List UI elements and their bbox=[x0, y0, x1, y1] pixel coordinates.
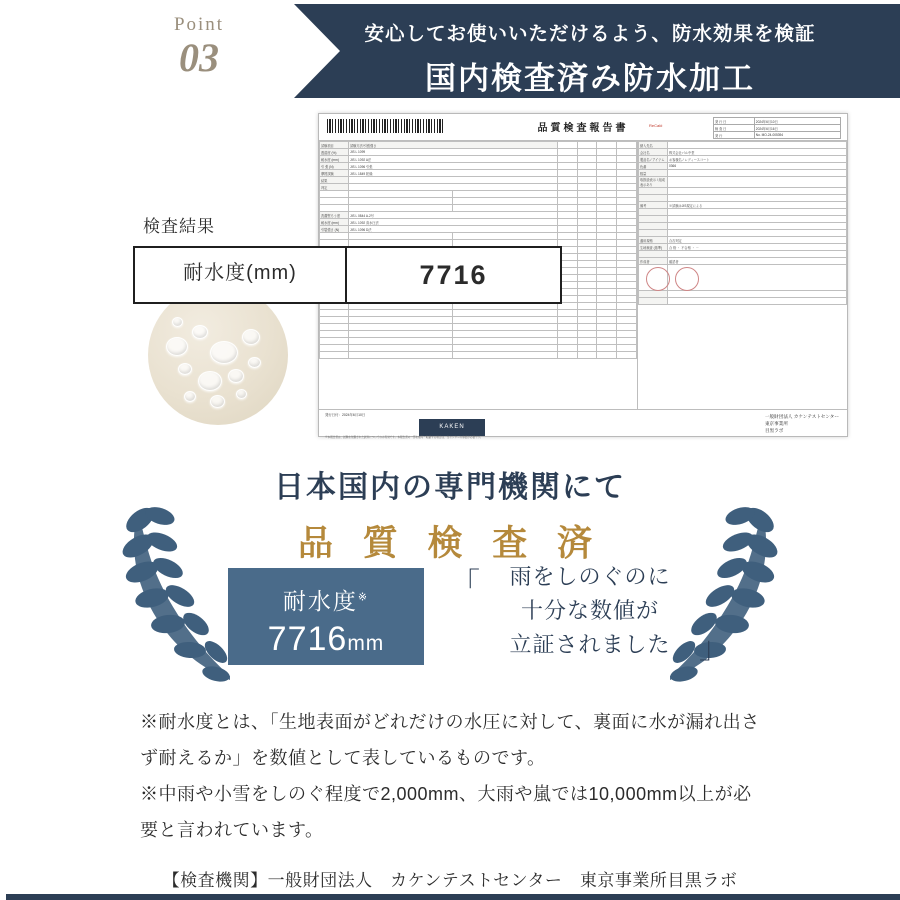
row-cell bbox=[617, 275, 637, 282]
value-box-note-mark: ※ bbox=[357, 591, 370, 604]
water-drop bbox=[210, 341, 238, 364]
quote-close-mark: 」 bbox=[699, 632, 730, 665]
row-cell bbox=[349, 324, 453, 331]
table-header-cell bbox=[558, 142, 578, 149]
row-cell bbox=[558, 310, 578, 317]
water-drop bbox=[166, 337, 188, 356]
row-cell bbox=[577, 198, 597, 205]
row-cell bbox=[617, 303, 637, 310]
seal-header: 作成者 bbox=[639, 258, 668, 265]
footer-date: 発行日付：2024年6月10日 bbox=[325, 413, 366, 417]
point-word: Point bbox=[173, 14, 225, 35]
row-method: JIS L 1092 高水圧法 bbox=[349, 219, 558, 226]
row-cell bbox=[558, 149, 578, 156]
seal-header: 確認者 bbox=[668, 258, 847, 265]
footnote-2: ※中雨や小雪をしのぐ程度で2,000mm、大雨や嵐では10,000mm以上が必要と言われています。 bbox=[140, 784, 752, 840]
row-method: JIS L 1096 D法 bbox=[349, 226, 558, 233]
lab-line-2: 東京事業所 bbox=[764, 421, 788, 426]
water-drop bbox=[248, 357, 261, 368]
row-cell bbox=[577, 352, 597, 359]
row-cell bbox=[577, 205, 597, 212]
water-drop bbox=[228, 369, 244, 383]
header-text-group bbox=[294, 4, 886, 98]
water-drop bbox=[178, 363, 192, 375]
row-cell bbox=[453, 324, 558, 331]
row-cell bbox=[558, 226, 578, 233]
row-label: 摩擦試験 bbox=[320, 170, 349, 177]
row-cell bbox=[597, 212, 617, 219]
row-cell bbox=[349, 310, 453, 317]
row-cell bbox=[320, 205, 349, 212]
row-cell bbox=[577, 191, 597, 198]
row-cell bbox=[453, 233, 558, 240]
row-cell bbox=[597, 268, 617, 275]
info-label bbox=[639, 209, 668, 216]
row-cell bbox=[597, 184, 617, 191]
row-cell bbox=[320, 198, 349, 205]
row-cell bbox=[617, 226, 637, 233]
row-cell bbox=[453, 198, 558, 205]
info-label: 納入先名 bbox=[639, 142, 668, 149]
row-cell bbox=[577, 240, 597, 247]
row-cell bbox=[577, 324, 597, 331]
row-cell bbox=[617, 282, 637, 289]
info-label: 会社名 bbox=[639, 149, 668, 156]
row-cell bbox=[558, 324, 578, 331]
row-cell bbox=[558, 219, 578, 226]
quote-line-1: 雨をしのぐのに bbox=[509, 564, 671, 589]
row-cell bbox=[617, 289, 637, 296]
row-cell bbox=[597, 163, 617, 170]
row-method: JIS L 1849 乾燥 bbox=[349, 170, 558, 177]
row-cell bbox=[453, 310, 558, 317]
row-cell bbox=[349, 317, 453, 324]
table-header-cell: 試験項目 bbox=[320, 142, 349, 149]
row-cell bbox=[597, 198, 617, 205]
row-cell bbox=[617, 331, 637, 338]
meta-label: 発 行 日 bbox=[714, 118, 755, 125]
row-cell bbox=[577, 331, 597, 338]
row-cell bbox=[577, 233, 597, 240]
lab-address-block bbox=[765, 413, 839, 434]
row-cell bbox=[577, 254, 597, 261]
quote-block bbox=[440, 560, 740, 665]
row-cell bbox=[617, 345, 637, 352]
row-cell bbox=[617, 268, 637, 275]
row-cell bbox=[597, 156, 617, 163]
row-cell bbox=[617, 177, 637, 184]
row-label: 引 張 (N) bbox=[320, 163, 349, 170]
row-cell bbox=[349, 191, 453, 198]
info-value bbox=[668, 177, 847, 188]
row-label: 耐水度 (mm) bbox=[320, 156, 349, 163]
row-cell bbox=[577, 226, 597, 233]
lab-line-1: 一般財団法人 カケンテストセンター bbox=[764, 414, 839, 419]
header-banner bbox=[104, 4, 900, 98]
info-label bbox=[639, 251, 668, 258]
row-label: 耐水度 (mm) bbox=[320, 219, 349, 226]
meta-value: No. MO-24-005394 bbox=[754, 132, 840, 139]
certificate-title: 品質検査報告書 bbox=[537, 123, 629, 134]
row-cell bbox=[597, 191, 617, 198]
row-cell bbox=[597, 310, 617, 317]
info-label: 数量 bbox=[639, 170, 668, 177]
table-header-cell bbox=[617, 142, 637, 149]
left-margin-strip bbox=[0, 0, 6, 900]
info-label bbox=[639, 188, 668, 195]
row-cell bbox=[577, 212, 597, 219]
certificate-red-note: ReCal# bbox=[649, 123, 663, 128]
row-cell bbox=[577, 156, 597, 163]
row-cell bbox=[597, 345, 617, 352]
row-cell bbox=[453, 352, 558, 359]
row-cell bbox=[617, 352, 637, 359]
row-cell bbox=[558, 345, 578, 352]
row-cell bbox=[577, 184, 597, 191]
info-value: 株式会社パル中堂 bbox=[668, 149, 847, 156]
row-cell bbox=[577, 261, 597, 268]
row-method: JIS L 0844 A-2号 bbox=[349, 212, 558, 219]
row-cell bbox=[597, 226, 617, 233]
row-cell bbox=[558, 338, 578, 345]
footnotes bbox=[140, 704, 770, 848]
row-cell bbox=[349, 233, 453, 240]
row-cell bbox=[617, 156, 637, 163]
info-value bbox=[668, 223, 847, 230]
row-label: 透湿度 (%) bbox=[320, 149, 349, 156]
row-cell bbox=[349, 352, 453, 359]
info-value bbox=[668, 209, 847, 216]
value-box-unit: mm bbox=[347, 632, 385, 655]
row-cell bbox=[617, 254, 637, 261]
water-drop bbox=[198, 371, 222, 391]
inspection-organization: 【検査機関】一般財団法人 カケンテストセンター 東京事業所目黒ラボ bbox=[162, 871, 738, 890]
value-box-label-row bbox=[228, 583, 424, 616]
info-label bbox=[639, 195, 668, 202]
row-cell bbox=[558, 331, 578, 338]
info-label: 色番 bbox=[639, 163, 668, 170]
row-cell bbox=[349, 345, 453, 352]
certificate-disclaimer: ※本報告書は、試験を依頼された試料についてのみ有効です。本報告書の一部を複写・転載する場合は、当センターの承認が必要です。 bbox=[325, 436, 483, 439]
row-cell bbox=[320, 331, 349, 338]
row-cell bbox=[597, 282, 617, 289]
info-label bbox=[639, 230, 668, 237]
row-cell bbox=[558, 184, 578, 191]
row-cell bbox=[597, 233, 617, 240]
row-cell bbox=[617, 296, 637, 303]
certificate-footer bbox=[319, 409, 847, 440]
info-value bbox=[668, 188, 847, 195]
row-method bbox=[349, 177, 558, 184]
row-cell bbox=[597, 170, 617, 177]
water-droplets-photo bbox=[148, 285, 288, 425]
info-label bbox=[639, 298, 668, 305]
info-value: お客様名 / レディースコート bbox=[668, 156, 847, 163]
judgement-label: 生地検査 (基準) bbox=[639, 244, 668, 251]
header-subtitle: 安心してお使いいただけるよう、防水効果を検証 bbox=[364, 23, 816, 45]
row-cell bbox=[597, 247, 617, 254]
row-cell bbox=[597, 275, 617, 282]
info-value bbox=[668, 230, 847, 237]
meta-label: 発 行 bbox=[714, 132, 755, 139]
row-cell bbox=[558, 198, 578, 205]
judgement-header: 合否判定 bbox=[668, 237, 847, 244]
value-box-value-row bbox=[228, 620, 424, 659]
row-cell bbox=[617, 212, 637, 219]
row-cell bbox=[577, 345, 597, 352]
row-cell bbox=[597, 177, 617, 184]
info-label: 製品名 / アイテム bbox=[639, 156, 668, 163]
info-label bbox=[639, 291, 668, 298]
certificate-meta bbox=[713, 117, 841, 139]
row-cell bbox=[577, 170, 597, 177]
row-cell bbox=[617, 149, 637, 156]
info-value bbox=[668, 170, 847, 177]
row-cell bbox=[617, 310, 637, 317]
water-drop bbox=[210, 395, 225, 408]
row-cell bbox=[617, 338, 637, 345]
row-cell bbox=[617, 247, 637, 254]
info-value bbox=[668, 142, 847, 149]
judgement-header: 適用規格 bbox=[639, 237, 668, 244]
headline-line-1: 日本国内の専門機関にて bbox=[274, 471, 626, 504]
row-method bbox=[349, 184, 558, 191]
water-drop bbox=[236, 389, 247, 399]
row-cell bbox=[597, 289, 617, 296]
row-cell bbox=[617, 261, 637, 268]
water-drop bbox=[172, 317, 183, 327]
row-cell bbox=[577, 219, 597, 226]
row-cell bbox=[558, 212, 578, 219]
row-cell bbox=[597, 303, 617, 310]
info-label bbox=[639, 223, 668, 230]
row-cell bbox=[617, 184, 637, 191]
callout-metric-value: 7716 bbox=[419, 259, 488, 290]
row-cell bbox=[320, 233, 349, 240]
row-cell bbox=[617, 240, 637, 247]
row-cell bbox=[320, 191, 349, 198]
info-label bbox=[639, 216, 668, 223]
row-cell bbox=[597, 240, 617, 247]
quote-line-2: 十分な数値が bbox=[520, 598, 659, 623]
row-cell bbox=[349, 198, 453, 205]
row-cell bbox=[617, 219, 637, 226]
row-method: JIS L 1092 A法 bbox=[349, 156, 558, 163]
row-cell bbox=[617, 205, 637, 212]
row-cell bbox=[577, 303, 597, 310]
meta-label: 検 査 日 bbox=[714, 125, 755, 132]
row-cell bbox=[320, 310, 349, 317]
row-cell bbox=[320, 338, 349, 345]
row-cell bbox=[320, 345, 349, 352]
stamp-icon bbox=[675, 267, 699, 291]
row-cell bbox=[453, 338, 558, 345]
info-value bbox=[668, 195, 847, 202]
row-cell bbox=[577, 163, 597, 170]
row-cell bbox=[558, 191, 578, 198]
info-value bbox=[668, 216, 847, 223]
row-method: JIS L 1099 bbox=[349, 149, 558, 156]
quote-line-3: 立証されました bbox=[509, 632, 671, 657]
point-badge bbox=[104, 4, 294, 98]
row-cell bbox=[577, 310, 597, 317]
certificate-header bbox=[319, 114, 847, 141]
row-cell bbox=[558, 170, 578, 177]
row-cell bbox=[597, 296, 617, 303]
value-box-label: 耐水度 bbox=[282, 588, 358, 614]
row-cell bbox=[349, 338, 453, 345]
row-cell bbox=[597, 317, 617, 324]
row-cell bbox=[617, 163, 637, 170]
info-label: 取扱絵表示 / 組成表示あり bbox=[639, 177, 668, 188]
table-header-cell bbox=[597, 142, 617, 149]
meta-value: 2024年6月10日 bbox=[754, 118, 840, 125]
row-cell bbox=[453, 331, 558, 338]
row-cell bbox=[577, 317, 597, 324]
row-cell bbox=[558, 317, 578, 324]
row-cell bbox=[597, 219, 617, 226]
water-drop bbox=[184, 391, 196, 402]
headline-line-2: 品 質 検 査 済 bbox=[298, 524, 602, 563]
table-header-cell bbox=[577, 142, 597, 149]
meta-value: 2024年6月16日 bbox=[754, 125, 840, 132]
row-cell bbox=[558, 233, 578, 240]
header-title: 国内検査済み防水加工 bbox=[425, 61, 755, 96]
row-cell bbox=[320, 324, 349, 331]
row-cell bbox=[617, 170, 637, 177]
row-cell bbox=[453, 345, 558, 352]
row-cell bbox=[577, 296, 597, 303]
judgement-value: 合 格 ・ 不合格 ・ － bbox=[668, 244, 847, 251]
stamp-icon bbox=[646, 267, 670, 291]
seal-cell-creator bbox=[639, 265, 668, 291]
info-value bbox=[668, 298, 847, 305]
row-cell bbox=[597, 338, 617, 345]
kaken-logo bbox=[419, 419, 485, 436]
row-cell bbox=[558, 163, 578, 170]
value-box-value: 7716 bbox=[267, 620, 348, 658]
row-cell bbox=[577, 275, 597, 282]
row-cell bbox=[349, 205, 453, 212]
seal-cell-checker bbox=[668, 265, 847, 291]
row-cell bbox=[617, 317, 637, 324]
row-cell bbox=[320, 317, 349, 324]
customer-info-table bbox=[638, 141, 847, 409]
row-cell bbox=[597, 254, 617, 261]
row-cell bbox=[320, 352, 349, 359]
row-cell bbox=[453, 317, 558, 324]
row-cell bbox=[577, 268, 597, 275]
row-cell bbox=[617, 198, 637, 205]
info-value: 0366 bbox=[668, 163, 847, 170]
row-cell bbox=[597, 205, 617, 212]
row-cell bbox=[558, 177, 578, 184]
info-value: ※試験はJIS規定による bbox=[668, 202, 847, 209]
row-label: 引裂強さ (N) bbox=[320, 226, 349, 233]
row-cell bbox=[558, 205, 578, 212]
row-cell bbox=[577, 282, 597, 289]
row-label: 結果 bbox=[320, 177, 349, 184]
row-cell bbox=[577, 247, 597, 254]
footnote-1: ※耐水度とは、「生地表面がどれだけの水圧に対して、裏面に水が漏れ出さず耐えるか」を数値として表しているものです。 bbox=[140, 712, 760, 768]
row-cell bbox=[349, 331, 453, 338]
row-cell bbox=[453, 191, 558, 198]
callout-metric-label: 耐水度(mm) bbox=[135, 248, 347, 302]
water-drop bbox=[192, 325, 208, 339]
bottom-accent-bar bbox=[0, 894, 900, 900]
row-cell bbox=[558, 352, 578, 359]
waterproof-value-box bbox=[228, 568, 424, 665]
row-label: 判定 bbox=[320, 184, 349, 191]
row-method: JIS L 1096 引張 bbox=[349, 163, 558, 170]
kaken-logo-text: KAKEN bbox=[439, 424, 465, 430]
row-cell bbox=[577, 338, 597, 345]
inspection-result-label: 検査結果 bbox=[143, 217, 215, 236]
row-label: 洗濯堅ろう度 bbox=[320, 212, 349, 219]
water-drop bbox=[242, 329, 260, 345]
point-number: 03 bbox=[179, 35, 219, 80]
row-cell bbox=[577, 149, 597, 156]
table-header-cell: 試験方法/引張強さ bbox=[349, 142, 558, 149]
lab-line-3: 目黒ラボ bbox=[764, 428, 784, 433]
quote-open-mark: 「 bbox=[450, 568, 481, 601]
row-cell bbox=[597, 149, 617, 156]
row-cell bbox=[597, 324, 617, 331]
row-cell bbox=[453, 205, 558, 212]
row-cell bbox=[597, 261, 617, 268]
row-cell bbox=[617, 191, 637, 198]
row-cell bbox=[617, 324, 637, 331]
waterproof-callout bbox=[133, 246, 562, 304]
row-cell bbox=[577, 177, 597, 184]
info-value bbox=[668, 291, 847, 298]
laurel-left-icon bbox=[118, 498, 238, 688]
row-cell bbox=[597, 331, 617, 338]
row-cell bbox=[597, 352, 617, 359]
info-label: 備考 bbox=[639, 202, 668, 209]
row-cell bbox=[577, 289, 597, 296]
row-cell bbox=[617, 233, 637, 240]
info-value bbox=[668, 251, 847, 258]
row-cell bbox=[558, 156, 578, 163]
